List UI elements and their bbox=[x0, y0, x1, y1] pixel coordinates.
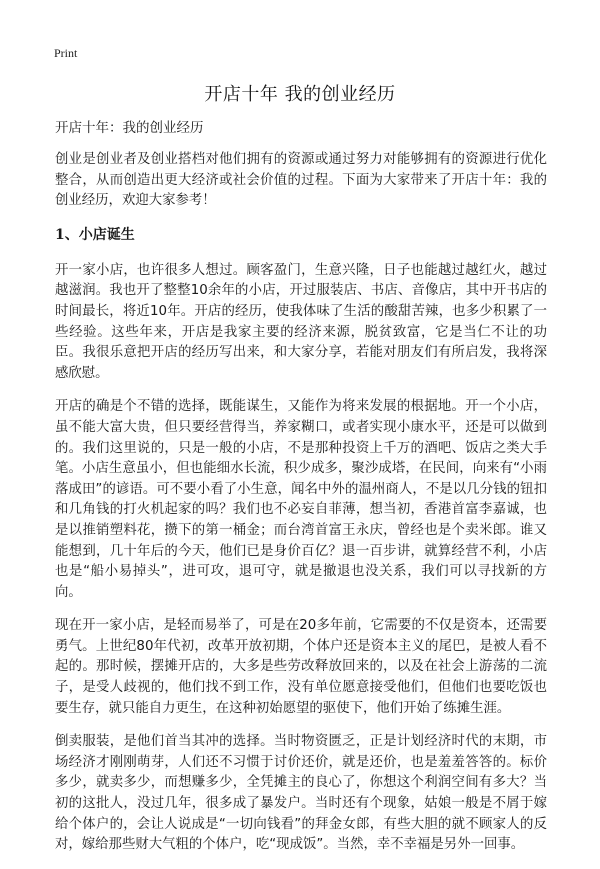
section-heading: 1、小店诞生 bbox=[55, 226, 135, 243]
body-paragraph: 现在开一家小店，是轻而易举了，可是在20多年前，它需要的不仅是资本，还需要勇气。上世纪80年代初，改革开放初期，个体户还是资本主义的尾巴，是被人看不起的。那时候，摆摊开店的，大多是些劳改释放回来的，以及在社会上游荡的二流子，是受人歧视的，他们找不到工作，没有单位愿意接受他们，但他们也要吃饭也要生存，就只能自力更生，在这种初始愿望的驱使下，他们开始了练摊生涯。 bbox=[55, 618, 547, 716]
body-paragraph: 开一家小店，也许很多人想过。顾客盈门，生意兴隆，日子也能越过越红火，越过越滋润。我也开了整整10余年的小店，开过服装店、书店、音像店，其中开书店的时间最长，将近10年。开店的经历，使我体味了生活的酸甜苦辣，也多少积累了一些经验。这些年来，开店是我家主要的经济来源，脱贫致富，它是当仁不让的功臣。我很乐意把开店的经历写出来，和大家分享，若能对朋友们有所启发，我将深感欣慰。 bbox=[55, 262, 547, 381]
document-subtitle: 开店十年：我的创业经历 bbox=[55, 120, 204, 136]
document-body bbox=[55, 118, 547, 869]
body-paragraph: 开店的确是个不错的选择，既能谋生，又能作为将来发展的根据地。开一个小店，虽不能大富大贵，但只要经营得当，养家糊口，或者实现小康水平，还是可以做到的。我们这里说的，只是一般的小店，不是那种投资上千万的酒吧、饭店之类大手笔。小店生意虽小，但也能细水长流，积少成多，聚沙成塔，在民间，向来有“小雨落成田”的谚语。可不要小看了小生意，闻名中外的温州商人，不是以几分钱的钮扣和几角钱的打火机起家的吗？我们也不必妄自菲薄，想当初，香港首富李嘉诚，也是以推销塑料花，攒下的第一桶金；而台湾首富王永庆，曾经也是个卖米郎。谁又能想到，几十年后的今天，他们已是身价百亿？退一百步讲，就算经营不利，小店也是“船小易掉头”，进可攻，退可守，就是撤退也没关系，我们可以寻找新的方向。 bbox=[55, 399, 547, 600]
body-paragraph: 倒卖服装，是他们首当其冲的选择。当时物资匮乏，正是计划经济时代的末期，市场经济才刚刚萌芽，人们还不习惯于讨价还价，就是还价，也是羞羞答答的。标价多少，就卖多少，而想赚多少，全凭摊主的良心了，你想这个利润空间有多大？当初的这批人，没过几年，很多成了暴发户。当时还有个现象，姑娘一般是不屑于嫁给个体户的，会让人说成是“一切向钱看”的拜金女郎，有些大胆的就不顾家人的反对，嫁给那些财大气粗的个体户，吃“现成饭”。当然，幸不幸福是另外一回事。 bbox=[55, 734, 547, 853]
document-title: 开店十年 我的创业经历 bbox=[204, 84, 396, 105]
print-label: Print bbox=[54, 46, 78, 60]
intro-paragraph: 创业是创业者及创业搭档对他们拥有的资源或通过努力对能够拥有的资源进行优化整合，从而创造出更大经济或社会价值的过程。下面为大家带来了开店十年：我的创业经历，欢迎大家参考！ bbox=[55, 152, 547, 209]
section-small-shop-birth bbox=[55, 225, 547, 856]
